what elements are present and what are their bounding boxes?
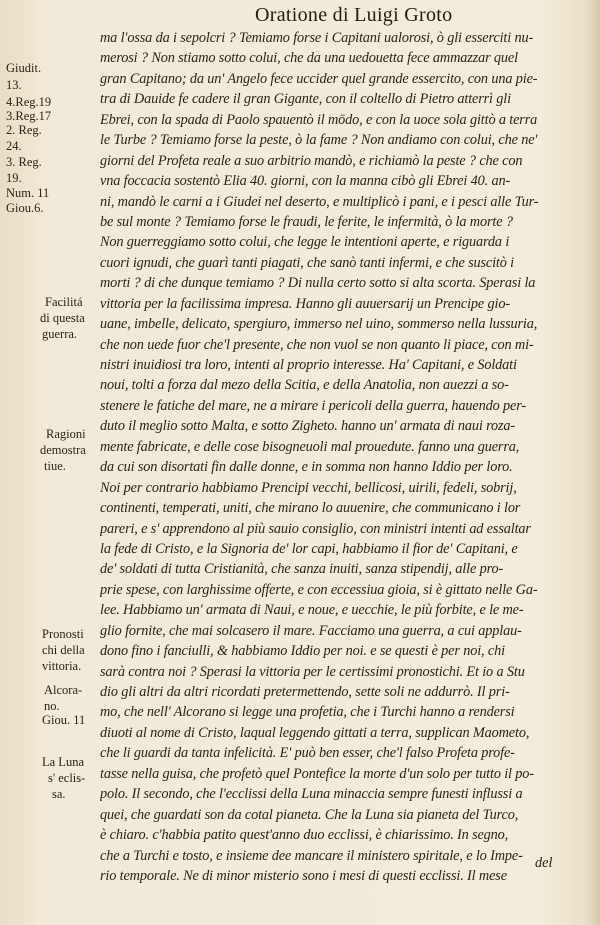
text-line: duto il meglio sotto Malta, e sotto Zigheto. hanno un' armata di naui roza-: [100, 418, 516, 435]
text-line: lee. Habbiamo un' armata di Naui, e noue, e uecchie, le più forbite, e le me-: [100, 602, 524, 619]
text-line: noui, tolti a forza dal mezo della Scitia, e della Anatolia, non auezzi a so-: [100, 377, 509, 394]
margin-note: 13.: [6, 78, 22, 92]
text-line: le Turbe ? Temiamo forse la peste, ò la fame ? Non andiamo con colui, che ne': [100, 132, 538, 149]
margin-note: guerra.: [42, 327, 78, 341]
margin-notes-column: [0, 0, 100, 925]
text-line: stenere le fatiche del mare, ne a mirare i pericoli della guerra, hauendo per-: [100, 397, 526, 414]
margin-note: di questa: [40, 311, 85, 325]
margin-note: Pronosti: [42, 627, 84, 641]
text-line: quei, che guardati son da cotal pianeta. Che la Luna sia pianeta del Turco,: [100, 806, 519, 823]
text-line: cuori ignudi, che guarì tanti piagati, che sanò tanti infermi, e che suscitò i: [100, 254, 514, 271]
text-line: che non uede fuor che'l presente, che non vuol se non quanto li piace, con mi-: [100, 336, 534, 353]
text-line: Non guerreggiamo sotto colui, che legge le intentioni aperte, e riguarda i: [100, 234, 510, 251]
text-line: pareri, e s' apprendono al più sauio consiglio, con ministri intenti ad essaltar: [100, 520, 531, 537]
margin-note: sa.: [52, 787, 66, 801]
text-line: continenti, temperati, uniti, che mirano lo auuenire, che communicano i lor: [100, 500, 521, 517]
margin-note: Giou. 11: [42, 713, 86, 727]
page-edge-shadow: [586, 0, 600, 925]
margin-note: Alcora-: [44, 683, 83, 697]
text-line: uane, imbelle, delicato, spergiuro, immerso nel uino, sommerso nella lussuria,: [100, 316, 538, 333]
margin-note: 3.Reg.17: [6, 109, 52, 123]
margin-note: tiue.: [44, 459, 66, 473]
text-line: ma l'ossa da i sepolcri ? Temiamo forse i Capitani ualorosi, ò gli esserciti nu-: [100, 30, 534, 46]
text-line: giorni del Profeta reale a suo arbitrio mandò, e richiamò la peste ? che con: [100, 152, 523, 169]
text-line: tra di Dauide fe cadere il gran Gigante, con il coltello di Pietro atterrì gli: [100, 91, 511, 108]
text-line: merosi ? Non stiamo sotto colui, che da una uedouetta fece ammazzar quel: [100, 50, 518, 67]
text-line: prie spese, con larghissime offerte, e con eccessiua gioia, si è gittato nelle Ga-: [100, 581, 538, 598]
margin-note: Facilitá: [45, 295, 83, 309]
margin-note: 4.Reg.19: [6, 95, 52, 109]
text-line: ni, mandò le carni a i Giudei nel deserto, e multiplicò i pani, e i pesci alle Tur-: [100, 193, 539, 210]
text-line: morti ? di che dunque temiamo ? Di nulla certo sotto si alta scorta. Sperasi la: [100, 275, 536, 292]
text-line: gran Capitano; da un' Angelo fece uccider quel grande essercito, con una pie-: [100, 70, 538, 87]
margin-note: Giudit.: [6, 61, 42, 75]
margin-note: Giou.6.: [6, 201, 44, 215]
margin-note: 24.: [6, 139, 22, 153]
catchword: del: [535, 855, 553, 871]
margin-note: Ragioni: [46, 427, 86, 441]
text-line: vna foccacia sostentò Elia 40. giorni, con la manna cibò gli Ebrei 40. an-: [100, 173, 511, 190]
text-line: dono fino i fanciulli, & habbiamo Iddio per noi. e se questi è per noi, chi: [100, 643, 505, 660]
margin-note: no.: [44, 699, 60, 713]
margin-note: vittoria.: [42, 659, 82, 673]
text-line: diuoti al nome di Cristo, laqual leggendo gittati a terra, supplican Maometo,: [100, 724, 530, 741]
margin-note: Num. 11: [6, 186, 50, 200]
text-line: è chiaro. c'habbia patito quest'anno duo ecclissi, è chiarissimo. In segno,: [100, 827, 509, 844]
text-line: glio fornite, che mai solcasero il mare. Facciamo una guerra, a cui applau-: [100, 622, 522, 639]
text-line: rio temporale. Ne di minor misterio sono i mesi di questi ecclissi. Il mese: [100, 867, 507, 884]
margin-note: La Luna: [42, 755, 84, 769]
margin-note: chi della: [42, 643, 85, 657]
text-line: be sul monte ? Temiamo forse le fraudi, le ferite, le infermità, ò la morte ?: [100, 213, 513, 230]
text-line: sarà contra noi ? Sperasi la vittoria per le certissimi pronostichi. Et io a Stu: [100, 663, 525, 680]
text-line: mente fabricate, e delle cose bisogneuoli mal prouedute. fanno una guerra,: [100, 438, 520, 455]
running-header: Oratione di Luigi Groto: [255, 4, 453, 26]
text-line: dio gli altri da altri ricordati pretermettendo, sette soli ne addurrò. Il pri-: [100, 684, 510, 700]
margin-note: s' eclis-: [48, 771, 86, 785]
text-line: che a Turchi e tosto, e insieme dee mancare il ministero spiritale, e lo Impe-: [100, 847, 523, 864]
text-line: che li guardi da tanta infelicità. E' può ben esser, che'l falso Profeta profe-: [100, 745, 515, 762]
margin-note: 19.: [6, 171, 22, 185]
text-line: tasse nella guisa, che profetò quel Pontefice la morte d'un solo per tutto il po-: [100, 765, 534, 782]
margin-note: 3. Reg.: [6, 155, 42, 169]
text-line: da cui son disortati fin dalle donne, e in somma non hanno Iddio per loro.: [100, 459, 513, 476]
text-line: polo. Il secondo, che l'ecclissi della Luna minaccia sempre funesti influssi a: [100, 786, 523, 803]
text-line: la fede di Cristo, e la Signoria de' lor capi, habbiamo il fior de' Capitani, e: [100, 540, 518, 557]
text-line: Ebrei, con la spada di Paolo spauentò il mōdo, e con la uoce sola gittò a terra: [100, 111, 538, 128]
text-line: vittoria per la facilissima impresa. Hanno gli auuersarij un Prencipe gio-: [100, 295, 510, 312]
text-line: mo, che nell' Alcorano si legge una profetia, che i Turchi hanno a rendersi: [100, 704, 515, 721]
margin-note: 2. Reg.: [6, 123, 42, 137]
text-line: Noi per contrario habbiamo Prencipi vecchi, bellicosi, uirili, fedeli, sobrij,: [100, 479, 517, 496]
margin-note: demostra: [40, 443, 86, 457]
body-text: [100, 28, 595, 886]
text-line: de' soldati di tutta Cristianità, che sanza inuiti, sanza stipendij, alle pro-: [100, 561, 504, 578]
text-line: nistri inuidiosi tra loro, intenti al proprio interesse. Ha' Capitani, e Soldati: [100, 357, 517, 373]
